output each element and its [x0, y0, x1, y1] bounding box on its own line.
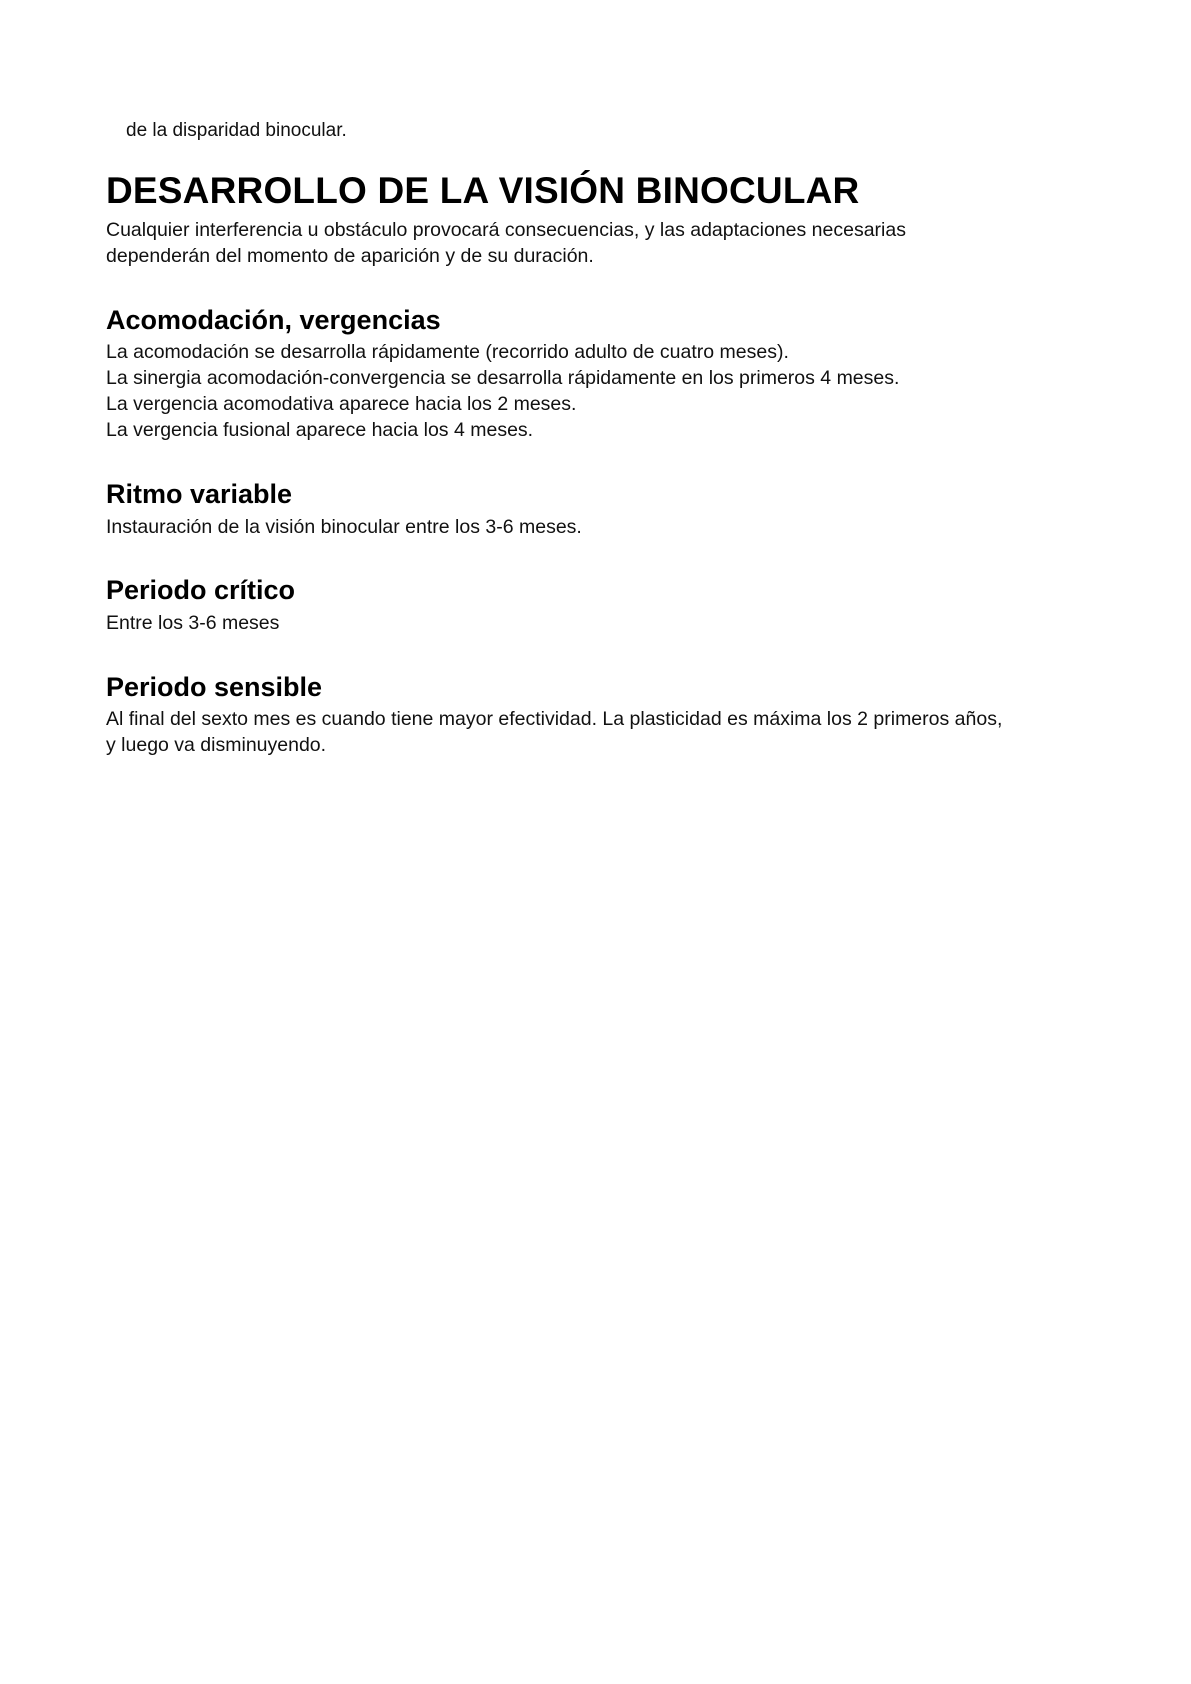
section-body-periodo-sensible: [106, 707, 1006, 759]
section-line: La acomodación se desarrolla rápidamente (recorrido adulto de cuatro meses).: [106, 341, 789, 364]
section-line: Entre los 3-6 meses: [106, 611, 280, 634]
document-content: [106, 118, 1006, 759]
page-title: DESARROLLO DE LA VISIÓN BINOCULAR: [106, 169, 860, 211]
section-line: Instauración de la visión binocular entre los 3-6 meses.: [106, 515, 582, 538]
section-line: La vergencia acomodativa aparece hacia los 2 meses.: [106, 393, 577, 416]
title-paragraph: Cualquier interferencia u obstáculo provocará consecuencias, y las adaptaciones necesarias dependerán del momento de aparición y de su duración.: [106, 219, 906, 268]
section-line: La vergencia fusional aparece hacia los 4 meses.: [106, 419, 534, 442]
section-heading-periodo-sensible: Periodo sensible: [106, 671, 323, 702]
section-heading-acomodacion: Acomodación, vergencias: [106, 305, 441, 336]
section-body-ritmo-variable: [106, 515, 1006, 541]
intro-line: de la disparidad binocular.: [126, 120, 347, 141]
section-body-periodo-critico: [106, 611, 1006, 637]
section-heading-periodo-critico: Periodo crítico: [106, 575, 296, 606]
section-line: Al final del sexto mes es cuando tiene mayor efectividad. La plasticidad es máxima los 2 primeros años, y luego va disminuyendo.: [106, 708, 1003, 757]
section-line: La sinergia acomodación-convergencia se desarrolla rápidamente en los primeros 4 meses.: [106, 367, 900, 390]
section-heading-ritmo-variable: Ritmo variable: [106, 479, 293, 510]
section-body-acomodacion: [106, 340, 1006, 444]
